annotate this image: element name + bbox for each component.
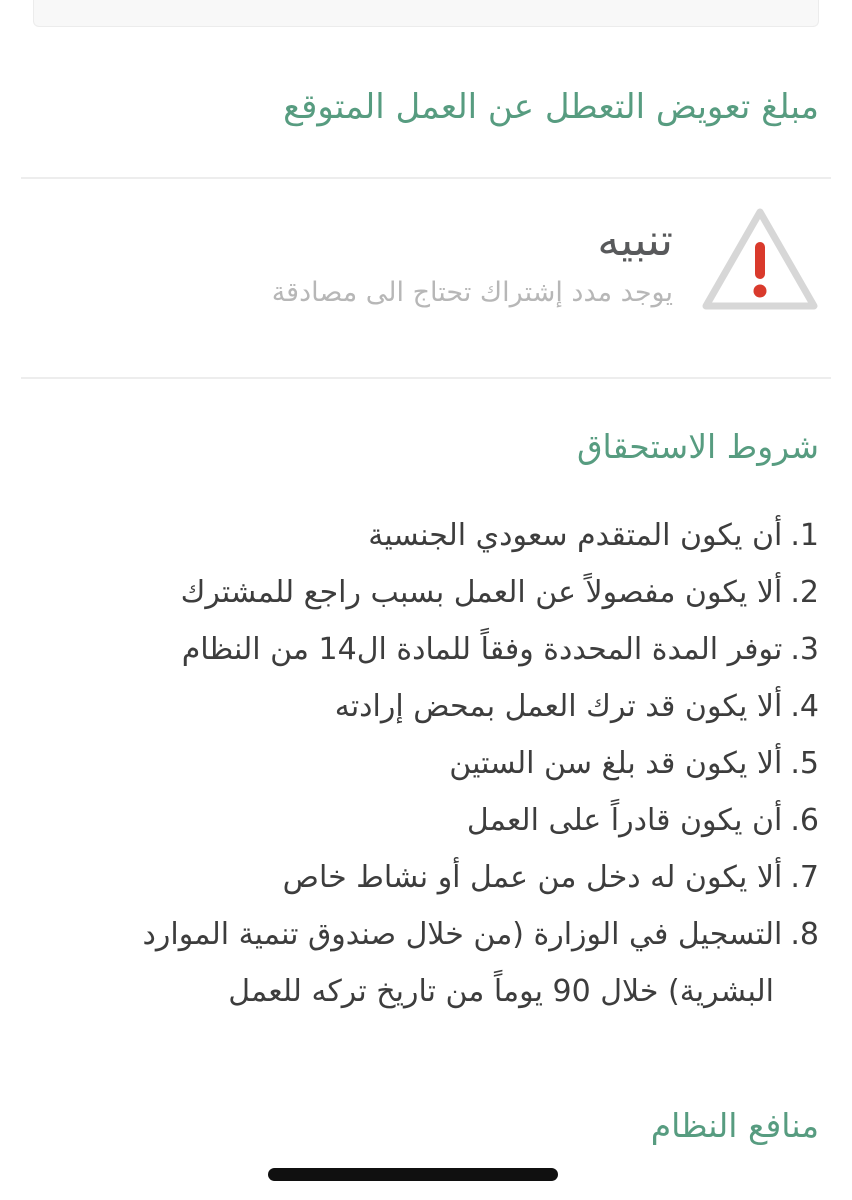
condition-number: 1.: [790, 518, 819, 553]
condition-number: 2.: [790, 575, 819, 610]
condition-text: ألا يكون قد ترك العمل بمحض إرادته: [334, 689, 783, 724]
condition-item: [33, 564, 819, 621]
alert-texts: [272, 209, 673, 311]
condition-number: 4.: [790, 689, 819, 724]
condition-item: [33, 792, 819, 849]
alert-message: يوجد مدد إشتراك تحتاج الى مصادقة: [271, 277, 673, 308]
condition-text: أن يكون قادراً على العمل: [466, 803, 783, 838]
condition-item: [33, 621, 819, 678]
condition-item: [33, 906, 819, 1020]
expected-compensation-heading: مبلغ تعويض التعطل عن العمل المتوقع: [283, 87, 819, 127]
condition-item: [33, 678, 819, 735]
eligibility-conditions-heading: شروط الاستحقاق: [576, 427, 819, 466]
eligibility-conditions-list: [33, 507, 819, 1020]
condition-text: ألا يكون له دخل من عمل أو نشاط خاص: [282, 860, 783, 895]
divider: [21, 377, 831, 379]
condition-number: 7.: [790, 860, 819, 895]
alert-banner: [32, 205, 820, 315]
condition-number: 8.: [790, 917, 819, 952]
condition-text: ألا يكون قد بلغ سن الستين: [449, 746, 783, 781]
warning-triangle-icon: [700, 205, 820, 315]
condition-item: [33, 849, 819, 906]
condition-number: 6.: [790, 803, 819, 838]
divider: [21, 177, 831, 179]
home-indicator-handle[interactable]: [268, 1168, 558, 1181]
condition-text: توفر المدة المحددة وفقاً للمادة ال14 من النظام: [181, 632, 783, 667]
system-benefits-heading: منافع النظام: [650, 1106, 819, 1145]
condition-text: أن يكون المتقدم سعودي الجنسية: [368, 518, 783, 553]
condition-number: 5.: [790, 746, 819, 781]
condition-number: 3.: [790, 632, 819, 667]
condition-item: [33, 735, 819, 792]
condition-text: ألا يكون مفصولاً عن العمل بسبب راجع للمشترك: [180, 575, 783, 610]
condition-text: التسجيل في الوزارة (من خلال صندوق تنمية الموارد البشرية) خلال 90 يوماً من تاريخ تركه للعمل: [142, 917, 783, 1009]
alert-title: تنبيه: [597, 215, 673, 266]
truncated-field: [33, 0, 819, 27]
condition-item: [33, 507, 819, 564]
